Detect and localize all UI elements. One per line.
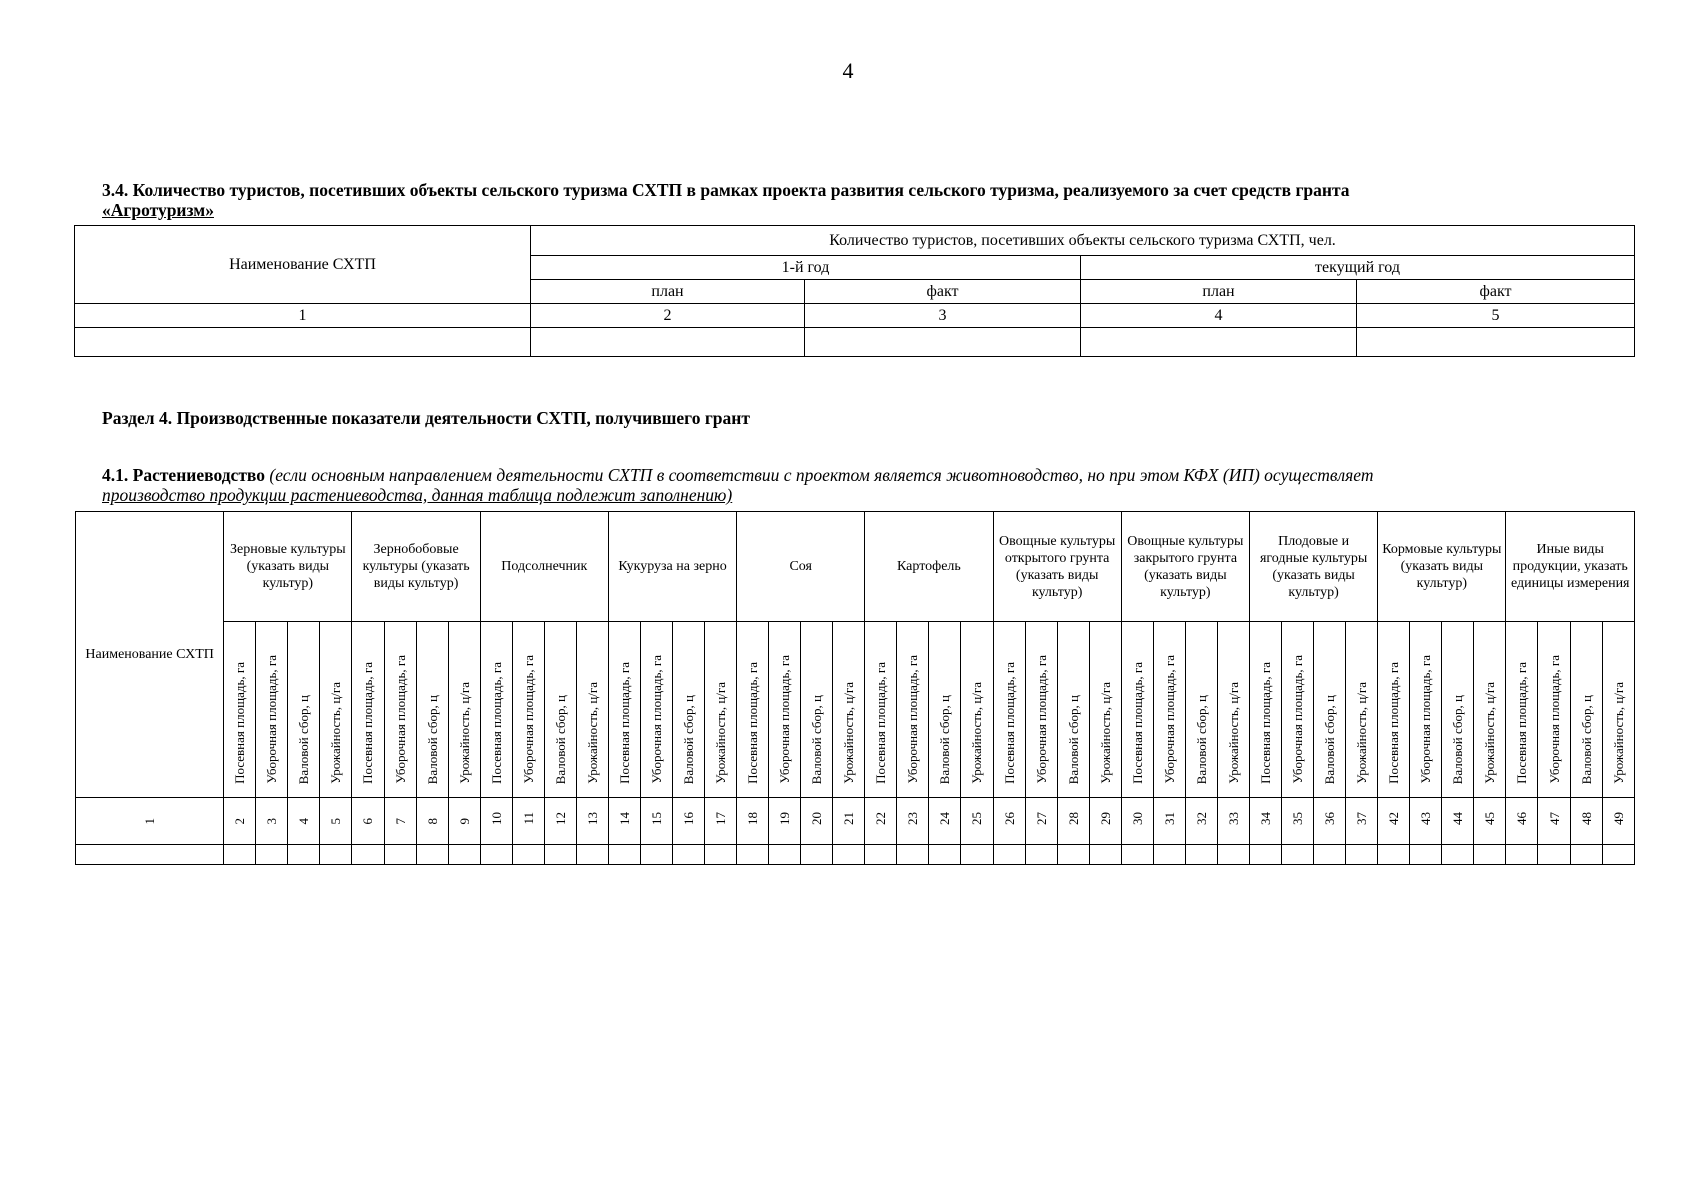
- section-4-1-lead: 4.1. Растениеводство: [102, 465, 266, 485]
- crop-yield-header-label: Урожайность, ц/га: [456, 682, 472, 784]
- gross-yield-header: [801, 622, 833, 798]
- crops-col-number-label: 22: [873, 812, 889, 825]
- sown-area-header: [1378, 622, 1410, 798]
- harvested-area-header: [897, 622, 929, 798]
- crops-col-number-label: 12: [552, 812, 568, 825]
- crops-col-number-label: 29: [1097, 812, 1113, 825]
- crops-col-number-label: 44: [1450, 812, 1466, 825]
- crops-col-number: [961, 798, 993, 845]
- crops-col-number: [1602, 798, 1634, 845]
- crop-group-header: Иные виды продукции, указать единицы измерения: [1506, 512, 1635, 622]
- gross-yield-header-label: Валовой сбор, ц: [809, 694, 825, 784]
- crops-col-number: [1217, 798, 1249, 845]
- crops-blank-cell[interactable]: [608, 845, 640, 865]
- sown-area-header: [737, 622, 769, 798]
- harvested-area-header: [1025, 622, 1057, 798]
- gross-yield-header-label: Валовой сбор, ц: [1193, 694, 1209, 784]
- crops-blank-cell[interactable]: [1474, 845, 1506, 865]
- crops-blank-cell[interactable]: [1410, 845, 1442, 865]
- crops-col-number-label: 2: [232, 818, 248, 825]
- gross-yield-header-label: Валовой сбор, ц: [552, 694, 568, 784]
- crops-blank-cell[interactable]: [1538, 845, 1570, 865]
- crops-col-number: [1089, 798, 1121, 845]
- crops-blank-cell[interactable]: [833, 845, 865, 865]
- crops-col-number: [1346, 798, 1378, 845]
- crops-col-number: [256, 798, 288, 845]
- crops-col-number: [1570, 798, 1602, 845]
- section-3-4-heading: [102, 180, 1582, 220]
- crop-group-header: Картофель: [865, 512, 993, 622]
- crops-col-number: [544, 798, 576, 845]
- crops-blank-cell[interactable]: [544, 845, 576, 865]
- crop-yield-header-label: Урожайность, ц/га: [841, 682, 857, 784]
- crops-col-number: [833, 798, 865, 845]
- crop-yield-header-label: Урожайность, ц/га: [1225, 682, 1241, 784]
- crops-col-number-label: 26: [1001, 812, 1017, 825]
- crops-col-number-label: 49: [1610, 812, 1626, 825]
- sown-area-header-label: Посевная площадь, га: [232, 662, 248, 784]
- crop-yield-header: [833, 622, 865, 798]
- crops-table: [75, 511, 1635, 865]
- crop-group-header: Кукуруза на зерно: [608, 512, 736, 622]
- gross-yield-header: [1185, 622, 1217, 798]
- gross-yield-header-label: Валовой сбор, ц: [296, 694, 312, 784]
- crop-yield-header: [1474, 622, 1506, 798]
- tourists-col-number: 2: [531, 304, 805, 328]
- sown-area-header: [993, 622, 1025, 798]
- crops-blank-cell[interactable]: [1378, 845, 1410, 865]
- sown-area-header-label: Посевная площадь, га: [873, 662, 889, 784]
- crops-blank-cell[interactable]: [480, 845, 512, 865]
- crop-group-header: Овощные культуры закрытого грунта (указать виды культур): [1121, 512, 1249, 622]
- tourists-blank-cell[interactable]: [1357, 328, 1635, 357]
- crop-group-header: Овощные культуры открытого грунта (указать виды культур): [993, 512, 1121, 622]
- crops-blank-cell[interactable]: [1121, 845, 1153, 865]
- tourists-blank-cell[interactable]: [805, 328, 1081, 357]
- crops-col-number: [737, 798, 769, 845]
- crops-col-number-label: 45: [1482, 812, 1498, 825]
- sown-area-header: [608, 622, 640, 798]
- crops-col-number-label: 1: [142, 818, 158, 825]
- crops-blank-cell[interactable]: [1185, 845, 1217, 865]
- tourists-name-header: Наименование СХТП: [75, 226, 531, 304]
- crops-blank-cell[interactable]: [352, 845, 384, 865]
- crops-col-number-label: 13: [584, 812, 600, 825]
- sown-area-header: [865, 622, 897, 798]
- crops-blank-cell[interactable]: [1346, 845, 1378, 865]
- crop-yield-header: [1346, 622, 1378, 798]
- crops-blank-cell[interactable]: [76, 845, 224, 865]
- crops-col-number: [993, 798, 1025, 845]
- section-3-4-title-line2: «Агротуризм»: [102, 200, 214, 220]
- harvested-area-header-label: Уборочная площадь, га: [264, 655, 280, 784]
- crop-yield-header-label: Урожайность, ц/га: [969, 682, 985, 784]
- crops-blank-cell[interactable]: [1217, 845, 1249, 865]
- crops-blank-cell[interactable]: [640, 845, 672, 865]
- crop-yield-header: [1217, 622, 1249, 798]
- crops-col-number-label: 32: [1193, 812, 1209, 825]
- crops-col-number: [448, 798, 480, 845]
- sown-area-header: [1250, 622, 1282, 798]
- crop-yield-header: [1089, 622, 1121, 798]
- tourists-current-year-header: текущий год: [1081, 256, 1635, 280]
- crops-col-number: [1153, 798, 1185, 845]
- tourists-blank-cell[interactable]: [75, 328, 531, 357]
- crops-name-header: Наименование СХТП: [76, 512, 224, 798]
- harvested-area-header: [256, 622, 288, 798]
- sown-area-header: [1121, 622, 1153, 798]
- crops-blank-cell[interactable]: [1570, 845, 1602, 865]
- crops-col-number: [865, 798, 897, 845]
- gross-yield-header-label: Валовой сбор, ц: [681, 694, 697, 784]
- crops-col-number-label: 10: [488, 812, 504, 825]
- crops-col-number: [1121, 798, 1153, 845]
- gross-yield-header-label: Валовой сбор, ц: [424, 694, 440, 784]
- tourists-year1-header: 1-й год: [531, 256, 1081, 280]
- section-4-1-heading: [102, 465, 1582, 505]
- crops-blank-cell[interactable]: [1602, 845, 1634, 865]
- crop-group-header: Зерновые культуры (указать виды культур): [224, 512, 352, 622]
- crops-col-number-label: 25: [969, 812, 985, 825]
- gross-yield-header-label: Валовой сбор, ц: [1450, 694, 1466, 784]
- sown-area-header-label: Посевная площадь, га: [360, 662, 376, 784]
- tourists-plan-header-2: план: [1081, 280, 1357, 304]
- crops-col-number: [608, 798, 640, 845]
- sown-area-header-label: Посевная площадь, га: [745, 662, 761, 784]
- harvested-area-header: [384, 622, 416, 798]
- tourists-fact-header-2: факт: [1357, 280, 1635, 304]
- tourists-col-number: 5: [1357, 304, 1635, 328]
- gross-yield-header-label: Валовой сбор, ц: [1578, 694, 1594, 784]
- section-4-title: Раздел 4. Производственные показатели деятельности СХТП, получившего грант: [102, 408, 750, 428]
- crop-yield-header: [448, 622, 480, 798]
- crops-col-number: [705, 798, 737, 845]
- crops-col-number: [1410, 798, 1442, 845]
- crops-col-number-label: 24: [937, 812, 953, 825]
- crops-col-number-label: 31: [1161, 812, 1177, 825]
- crops-col-number-label: 8: [424, 818, 440, 825]
- crops-col-number-label: 17: [713, 812, 729, 825]
- crops-col-number: [1314, 798, 1346, 845]
- crops-col-number-label: 7: [392, 818, 408, 825]
- harvested-area-header: [1153, 622, 1185, 798]
- crops-col-number-label: 19: [777, 812, 793, 825]
- harvested-area-header-label: Уборочная площадь, га: [1546, 655, 1562, 784]
- sown-area-header-label: Посевная площадь, га: [1258, 662, 1274, 784]
- crops-col-number: [640, 798, 672, 845]
- section-4-1-note-line1: (если основным направлением деятельности СХТП в соответствии с проектом является животноводство, но при этом КФХ (ИП) осуществляет: [269, 465, 1374, 485]
- crops-col-number-label: 27: [1033, 812, 1049, 825]
- tourists-col-number: 4: [1081, 304, 1357, 328]
- tourists-col-number: 1: [75, 304, 531, 328]
- crops-col-number-label: 47: [1546, 812, 1562, 825]
- harvested-area-header: [640, 622, 672, 798]
- sown-area-header-label: Посевная площадь, га: [488, 662, 504, 784]
- crops-col-number-label: 34: [1258, 812, 1274, 825]
- crops-col-number: [769, 798, 801, 845]
- crops-col-number-label: 23: [905, 812, 921, 825]
- gross-yield-header: [1442, 622, 1474, 798]
- crops-col-number-label: 5: [328, 818, 344, 825]
- crops-blank-cell[interactable]: [769, 845, 801, 865]
- sown-area-header: [224, 622, 256, 798]
- crop-yield-header-label: Урожайность, ц/га: [1097, 682, 1113, 784]
- gross-yield-header-label: Валовой сбор, ц: [937, 694, 953, 784]
- crops-col-number-label: 42: [1386, 812, 1402, 825]
- crops-blank-cell[interactable]: [288, 845, 320, 865]
- crop-yield-header-label: Урожайность, ц/га: [1354, 682, 1370, 784]
- crops-col-number-label: 28: [1065, 812, 1081, 825]
- crop-yield-header: [961, 622, 993, 798]
- gross-yield-header: [929, 622, 961, 798]
- crop-yield-header: [320, 622, 352, 798]
- crops-col-number-label: 16: [681, 812, 697, 825]
- gross-yield-header-label: Валовой сбор, ц: [1065, 694, 1081, 784]
- crops-blank-cell[interactable]: [256, 845, 288, 865]
- crops-col-number-label: 33: [1225, 812, 1241, 825]
- crops-col-number-label: 37: [1354, 812, 1370, 825]
- crops-col-number: [1185, 798, 1217, 845]
- tourists-table: [74, 225, 1635, 357]
- crops-blank-cell[interactable]: [320, 845, 352, 865]
- harvested-area-header-label: Уборочная площадь, га: [648, 655, 664, 784]
- crops-col-number: [1282, 798, 1314, 845]
- harvested-area-header: [1538, 622, 1570, 798]
- crops-col-number: [512, 798, 544, 845]
- harvested-area-header-label: Уборочная площадь, га: [520, 655, 536, 784]
- crop-group-header: Кормовые культуры (указать виды культур): [1378, 512, 1506, 622]
- gross-yield-header: [288, 622, 320, 798]
- crops-blank-cell[interactable]: [1506, 845, 1538, 865]
- gross-yield-header: [1570, 622, 1602, 798]
- crops-blank-cell[interactable]: [1314, 845, 1346, 865]
- crop-yield-header-label: Урожайность, ц/га: [1610, 682, 1626, 784]
- crop-yield-header-label: Урожайность, ц/га: [713, 682, 729, 784]
- crops-blank-cell[interactable]: [224, 845, 256, 865]
- crop-group-header: Плодовые и ягодные культуры (указать виды культур): [1250, 512, 1378, 622]
- crops-blank-cell[interactable]: [737, 845, 769, 865]
- crops-blank-cell[interactable]: [801, 845, 833, 865]
- crops-col-number: [801, 798, 833, 845]
- crops-col-number-label: 4: [296, 818, 312, 825]
- crops-blank-cell[interactable]: [448, 845, 480, 865]
- harvested-area-header: [512, 622, 544, 798]
- crops-col-number: [288, 798, 320, 845]
- tourists-blank-cell[interactable]: [531, 328, 805, 357]
- sown-area-header-label: Посевная площадь, га: [616, 662, 632, 784]
- gross-yield-header-label: Валовой сбор, ц: [1322, 694, 1338, 784]
- crops-col-number: [1250, 798, 1282, 845]
- crops-blank-cell[interactable]: [1089, 845, 1121, 865]
- crops-blank-cell[interactable]: [961, 845, 993, 865]
- crops-blank-cell[interactable]: [929, 845, 961, 865]
- harvested-area-header-label: Уборочная площадь, га: [905, 655, 921, 784]
- crop-yield-header: [576, 622, 608, 798]
- section-3-4-title-line1: 3.4. Количество туристов, посетивших объекты сельского туризма СХТП в рамках проекта развития сельского туризма, реализуемого за счет средств гранта: [102, 180, 1350, 200]
- crops-blank-cell[interactable]: [576, 845, 608, 865]
- crops-col-number: [929, 798, 961, 845]
- crops-blank-cell[interactable]: [993, 845, 1025, 865]
- crops-blank-cell[interactable]: [1153, 845, 1185, 865]
- crops-col-number: [1538, 798, 1570, 845]
- crops-col-number: [1506, 798, 1538, 845]
- crop-yield-header: [1602, 622, 1634, 798]
- crops-col-number-label: 30: [1129, 812, 1145, 825]
- harvested-area-header: [1410, 622, 1442, 798]
- crop-group-header: Подсолнечник: [480, 512, 608, 622]
- crops-col-number: [224, 798, 256, 845]
- crop-yield-header-label: Урожайность, ц/га: [1482, 682, 1498, 784]
- crops-col-number-label: 21: [841, 812, 857, 825]
- crops-col-number-label: 15: [648, 812, 664, 825]
- crops-blank-cell[interactable]: [897, 845, 929, 865]
- crops-blank-cell[interactable]: [1250, 845, 1282, 865]
- sown-area-header-label: Посевная площадь, га: [1386, 662, 1402, 784]
- tourists-col-number: 3: [805, 304, 1081, 328]
- tourists-plan-header-1: план: [531, 280, 805, 304]
- crops-col-number-label: 18: [745, 812, 761, 825]
- harvested-area-header-label: Уборочная площадь, га: [777, 655, 793, 784]
- harvested-area-header-label: Уборочная площадь, га: [1290, 655, 1306, 784]
- crops-col-number-label: 36: [1322, 812, 1338, 825]
- crops-blank-cell[interactable]: [1282, 845, 1314, 865]
- tourists-fact-header-1: факт: [805, 280, 1081, 304]
- harvested-area-header-label: Уборочная площадь, га: [1033, 655, 1049, 784]
- crops-col-number-label: 48: [1578, 812, 1594, 825]
- harvested-area-header-label: Уборочная площадь, га: [392, 655, 408, 784]
- crops-col-number: [352, 798, 384, 845]
- crops-blank-cell[interactable]: [673, 845, 705, 865]
- crop-yield-header: [705, 622, 737, 798]
- crops-col-number: [576, 798, 608, 845]
- crop-yield-header-label: Урожайность, ц/га: [584, 682, 600, 784]
- crops-blank-cell[interactable]: [1442, 845, 1474, 865]
- gross-yield-header: [544, 622, 576, 798]
- crops-col-number-label: 14: [616, 812, 632, 825]
- crops-col-number: [1025, 798, 1057, 845]
- sown-area-header: [480, 622, 512, 798]
- page-number: 4: [842, 58, 854, 83]
- gross-yield-header: [673, 622, 705, 798]
- crops-blank-cell[interactable]: [1057, 845, 1089, 865]
- harvested-area-header: [769, 622, 801, 798]
- harvested-area-header-label: Уборочная площадь, га: [1418, 655, 1434, 784]
- sown-area-header-label: Посевная площадь, га: [1514, 662, 1530, 784]
- crops-col-number: [673, 798, 705, 845]
- gross-yield-header: [1057, 622, 1089, 798]
- crops-col-number-label: 20: [809, 812, 825, 825]
- sown-area-header: [352, 622, 384, 798]
- section-4-1-note-line2: производство продукции растениеводства, данная таблица подлежит заполнению): [102, 485, 733, 505]
- crops-blank-cell[interactable]: [705, 845, 737, 865]
- crops-col-number-label: 43: [1418, 812, 1434, 825]
- crops-col-number: [76, 798, 224, 845]
- crop-group-header: Зернобобовые культуры (указать виды культур): [352, 512, 480, 622]
- crops-col-number-label: 6: [360, 818, 376, 825]
- crops-blank-cell[interactable]: [865, 845, 897, 865]
- harvested-area-header: [1282, 622, 1314, 798]
- crop-group-header: Соя: [737, 512, 865, 622]
- crops-blank-cell[interactable]: [512, 845, 544, 865]
- crops-col-number: [416, 798, 448, 845]
- crops-col-number-label: 9: [456, 818, 472, 825]
- tourists-main-header: Количество туристов, посетивших объекты сельского туризма СХТП, чел.: [531, 226, 1635, 256]
- crops-col-number: [384, 798, 416, 845]
- harvested-area-header-label: Уборочная площадь, га: [1161, 655, 1177, 784]
- crop-yield-header-label: Урожайность, ц/га: [328, 682, 344, 784]
- crops-col-number-label: 46: [1514, 812, 1530, 825]
- sown-area-header-label: Посевная площадь, га: [1129, 662, 1145, 784]
- crops-blank-cell[interactable]: [416, 845, 448, 865]
- crops-col-number: [1442, 798, 1474, 845]
- tourists-blank-cell[interactable]: [1081, 328, 1357, 357]
- gross-yield-header: [416, 622, 448, 798]
- crops-col-number: [320, 798, 352, 845]
- sown-area-header: [1506, 622, 1538, 798]
- crops-blank-cell[interactable]: [384, 845, 416, 865]
- sown-area-header-label: Посевная площадь, га: [1001, 662, 1017, 784]
- crops-col-number: [897, 798, 929, 845]
- crops-col-number: [1474, 798, 1506, 845]
- gross-yield-header: [1314, 622, 1346, 798]
- crops-col-number-label: 11: [520, 812, 536, 825]
- crops-col-number-label: 35: [1290, 812, 1306, 825]
- crops-blank-cell[interactable]: [1025, 845, 1057, 865]
- crops-col-number: [1057, 798, 1089, 845]
- crops-col-number-label: 3: [264, 818, 280, 825]
- crops-col-number: [480, 798, 512, 845]
- crops-col-number: [1378, 798, 1410, 845]
